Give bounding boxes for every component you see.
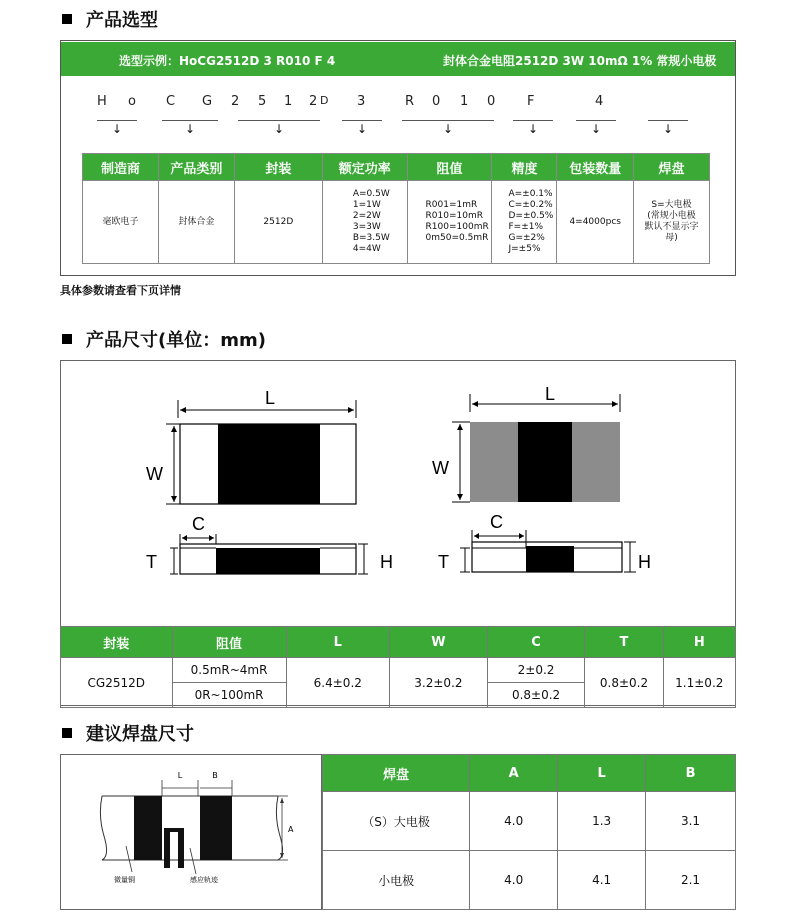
- bullet-square-icon: [62, 14, 72, 24]
- code-char: 2: [231, 94, 240, 109]
- code-char: 1: [460, 94, 469, 109]
- dim-label-T: T: [146, 552, 157, 572]
- th-pad: 焊盘: [634, 154, 710, 181]
- pad-table: [322, 754, 736, 910]
- th-packing: 包装数量: [557, 154, 634, 181]
- cell-resistance: 0.5mR~4mR: [172, 658, 286, 683]
- pad-label-L: L: [177, 771, 183, 780]
- dim-label-C: C: [490, 512, 503, 532]
- dim-label-W: W: [432, 458, 449, 478]
- cell-tolerance: A=±0.1% C=±0.2% D=±0.5% F=±1% G=±2% J=±5%: [492, 181, 557, 264]
- th-L: L: [286, 627, 390, 658]
- dim-label-T: T: [438, 552, 449, 572]
- code-char: 3: [357, 94, 366, 109]
- code-char: F: [527, 94, 535, 109]
- pad-label-copper: 微量铜: [114, 876, 135, 884]
- cell-C: 0.8±0.2: [487, 683, 585, 708]
- cell-package: 2512D: [234, 181, 322, 264]
- th-pad: 焊盘: [323, 755, 470, 792]
- cell-H: 1.1±0.2: [663, 658, 735, 708]
- dimension-table: [60, 626, 736, 708]
- th-resistance: 阻值: [172, 627, 286, 658]
- code-bracket: ↓: [162, 120, 218, 142]
- pad-layout-diagram: [62, 756, 320, 908]
- code-char: 0: [432, 94, 441, 109]
- th-T: T: [585, 627, 663, 658]
- code-bracket: ↓: [97, 120, 137, 142]
- code-bracket: ↓: [576, 120, 616, 142]
- bullet-square-icon: [62, 334, 72, 344]
- code-bracket: ↓: [402, 120, 494, 142]
- section-title-pad: [62, 720, 194, 746]
- cell-resistance: R001=1mR R010=10mR R100=100mR 0m50=0.5mR: [407, 181, 492, 264]
- cell-packing: 4=4000pcs: [557, 181, 634, 264]
- cell-pad: S=大电极 (常规小电极 默认不显示字 母): [634, 181, 710, 264]
- dim-label-C: C: [192, 514, 205, 534]
- section-title-text: 建议焊盘尺寸: [86, 724, 194, 745]
- code-char: 1: [284, 94, 293, 109]
- th-manufacturer: 制造商: [83, 154, 159, 181]
- banner-left-text: 选型示例：HoCG2512D 3 R010 F 4: [119, 54, 336, 68]
- code-bracket: ↓: [342, 120, 382, 142]
- cell-B: 3.1: [646, 792, 736, 851]
- section-title-dimensions: [62, 326, 266, 352]
- th-power: 额定功率: [322, 154, 407, 181]
- banner-right-text: 封体合金电阻2512D 3W 10mΩ 1% 常规小电极: [443, 54, 717, 68]
- th-tolerance: 精度: [492, 154, 557, 181]
- th-L: L: [558, 755, 646, 792]
- code-char: D: [320, 94, 329, 107]
- cell-T: 0.8±0.2: [585, 658, 663, 708]
- th-W: W: [390, 627, 488, 658]
- section-title-text: 产品尺寸(单位：mm): [86, 330, 266, 351]
- cell-B: 2.1: [646, 851, 736, 910]
- code-char: G: [202, 94, 213, 109]
- cell-power: A=0.5W 1=1W 2=2W 3=3W B=3.5W 4=4W: [322, 181, 407, 264]
- code-char: o: [128, 94, 136, 109]
- th-package: 封装: [234, 154, 322, 181]
- th-A: A: [470, 755, 558, 792]
- section-title-selection: [62, 6, 158, 32]
- dim-label-W: W: [146, 464, 163, 484]
- code-char: 2: [309, 94, 318, 109]
- pad-label-B: B: [212, 771, 218, 780]
- cell-W: 3.2±0.2: [390, 658, 488, 708]
- th-category: 产品类别: [158, 154, 234, 181]
- cell-A: 4.0: [470, 792, 558, 851]
- th-B: B: [646, 755, 736, 792]
- code-bracket: ↓: [238, 120, 320, 142]
- cell-category: 封体合金: [158, 181, 234, 264]
- th-H: H: [663, 627, 735, 658]
- cell-resistance: 0R~100mR: [172, 683, 286, 708]
- pad-label-trace: 感应轨迹: [190, 876, 218, 884]
- code-char: 0: [487, 94, 496, 109]
- dim-label-H: H: [638, 552, 651, 572]
- th-package: 封装: [61, 627, 173, 658]
- cell-L: 6.4±0.2: [286, 658, 390, 708]
- th-C: C: [487, 627, 585, 658]
- code-char: 5: [258, 94, 267, 109]
- resistor-drawing-left: [130, 380, 393, 590]
- cell-pad-small: 小电极: [323, 851, 470, 910]
- selection-example-banner: [61, 42, 735, 76]
- resistor-drawing-right: [430, 380, 670, 590]
- bullet-square-icon: [62, 728, 72, 738]
- cell-L: 1.3: [558, 792, 646, 851]
- cell-manufacturer: 毫欧电子: [83, 181, 159, 264]
- code-bracket: ↓: [648, 120, 688, 142]
- dim-label-H: H: [380, 552, 393, 572]
- cell-pad-large: （S）大电极: [323, 792, 470, 851]
- cell-A: 4.0: [470, 851, 558, 910]
- pad-label-A: A: [288, 825, 294, 834]
- th-resistance: 阻值: [407, 154, 492, 181]
- code-char: 4: [595, 94, 604, 109]
- dim-label-L: L: [264, 388, 276, 408]
- dim-label-L: L: [544, 384, 556, 404]
- details-note: 具体参数请查看下页详情: [60, 284, 181, 297]
- code-bracket: ↓: [513, 120, 553, 142]
- selection-table: [82, 153, 710, 264]
- cell-package: CG2512D: [61, 658, 173, 708]
- cell-C: 2±0.2: [487, 658, 585, 683]
- code-char: C: [166, 94, 176, 109]
- code-char: R: [405, 94, 415, 109]
- section-title-text: 产品选型: [86, 10, 158, 31]
- code-char: H: [97, 94, 107, 109]
- cell-L: 4.1: [558, 851, 646, 910]
